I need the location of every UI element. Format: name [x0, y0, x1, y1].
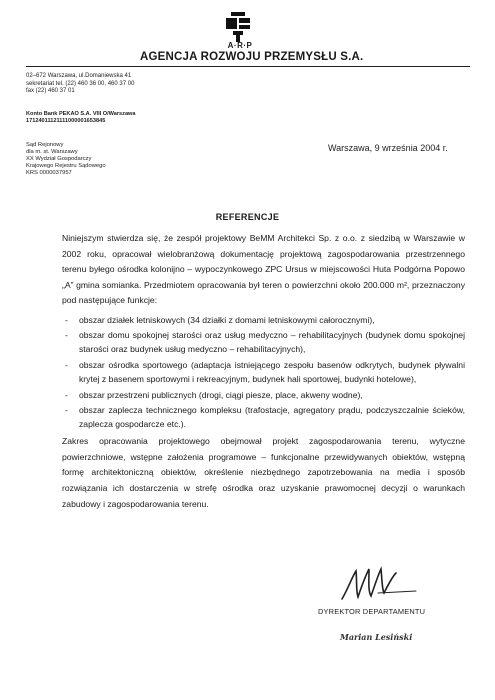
address-fax: fax (22) 460 37 01 [26, 88, 75, 94]
court-line: dla m. st. Warszawy [26, 148, 78, 155]
address-line: 02–672 Warszawa, ul.Domaniewska 41 [26, 73, 132, 79]
function-list [62, 313, 465, 432]
list-item: - obszar domu spokojnej starości oraz usług medyczno – rehabilitacyjnych (budynek domu spokojnej starości oraz budynek usług medyczno – rehabilitacyjnych), [65, 329, 465, 355]
list-marker: - [65, 389, 68, 400]
agency-name: AGENCJA ROZWOJU PRZEMYSŁU S.A. [140, 51, 364, 63]
address-phone: sekretariat tel. (22) 460 36 00, 460 37 00 [26, 80, 135, 87]
court-line: Sąd Rejonowy [26, 142, 64, 148]
krs-number: KRS 0000037957 [26, 169, 72, 176]
letter-body [62, 231, 465, 513]
list-item: - obszar przestrzeni publicznych (drogi, ciągi piesze, place, akweny wodne), [62, 388, 465, 402]
body-paragraph-scope: Zakres opracowania projektowego obejmował projekt zagospodarowania terenu, wytyczne powierzchniowe, wstępne założenia programowe – funkcjonalne przewidywanych obiektów, wstępną formę architektoniczną obiektów, określenie niezbędnego zapotrzebowania na media i sposób rozwiązania ich dostarczenia w strefę ośrodka oraz uzyskanie prawomocnej decyzji o warunkach zabudowy i zagospodarowania terenu. [62, 435, 465, 509]
list-marker: - [65, 404, 68, 415]
signatory-title: DYREKTOR DEPARTAMENTU [318, 607, 426, 616]
handwritten-signature [338, 563, 422, 605]
arp-logo-icon [226, 12, 250, 42]
body-paragraph-intro: Niniejszym stwierdza się, że zespół projektowy BeMM Architekci Sp. z o.o. z siedzibą w Warszawie w 2002 roku, opracował wielobranżową dokumentację projektową zagospodarowania przestrzennego terenu byłego ośrodka kolonijno – wypoczynkowego ZPC Ursus w miejscowości Huta Podgórna Popowo „A” gmina somianka. Przedmiotem opracowania był teren o powierzchni około 200.000 m², przeznaczony pod następujące funkcje: [62, 233, 465, 305]
address-block [26, 73, 134, 96]
bank-block [26, 111, 136, 125]
court-line: Krajowego Rejestru Sądowego [26, 162, 106, 169]
list-item: - obszar ośrodka sportowego (adaptacja istniejącego zespołu basenów odkrytych, budynek pływalni krytej z basenem sportowymi i rekreacyjnym, budynek hali sportowej, budynki hotelowe), [65, 359, 465, 385]
court-line: XX Wydział Gospodarczy [26, 155, 92, 162]
list-item: - obszar zaplecza technicznego kompleksu (trafostacje, agregatory prądu, podczyszczalnie ścieków, zaplecza gospodarcze etc.). [65, 404, 465, 430]
court-registry-block [26, 142, 106, 177]
signatory-name: Marian Lesiński [340, 632, 413, 642]
bank-account: 17124011121111000001653845 [26, 118, 106, 125]
letter-date: Warszawa, 9 września 2004 r. [328, 143, 448, 153]
header-divider [26, 66, 470, 67]
list-marker: - [65, 359, 68, 370]
document-title: REFERENCJE [215, 212, 280, 222]
logo-abbreviation: A·R·P [227, 41, 253, 50]
list-marker: - [65, 314, 68, 325]
list-marker: - [65, 329, 68, 340]
list-item: - obszar działek letniskowych (34 działki z domami letniskowymi całorocznymi), [62, 313, 465, 327]
bank-name: Konto Bank PEKAO S.A. VIII O/Warszawa [26, 111, 136, 117]
